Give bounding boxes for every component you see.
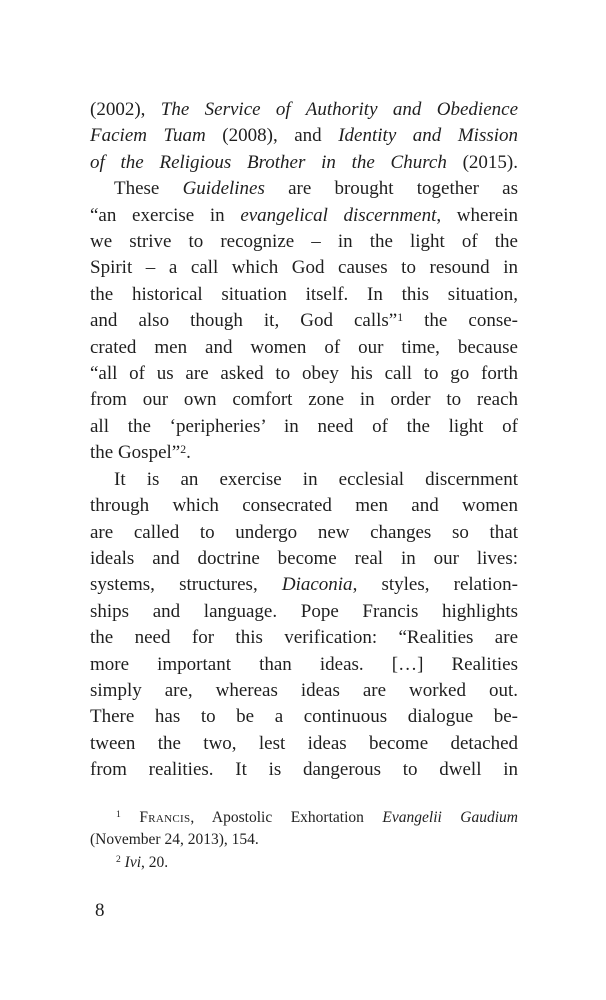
text-line bbox=[90, 546, 518, 572]
text-segment: evangelical discernment bbox=[240, 204, 437, 226]
text-segment: from our own comfort zone in order to reach bbox=[90, 389, 518, 411]
text-line bbox=[90, 520, 518, 546]
text-segment: more important than ideas. […] Realities bbox=[90, 653, 518, 675]
text-segment: The Service of Authority and Obedience bbox=[160, 99, 518, 120]
text-segment: (2002), bbox=[90, 99, 161, 120]
text-line bbox=[90, 387, 518, 413]
text-line bbox=[90, 282, 518, 308]
text-segment: “an exercise in bbox=[90, 204, 241, 226]
text-line bbox=[90, 493, 518, 519]
text-segment: and also though it, God calls” bbox=[90, 310, 398, 332]
text-segment: systems, structures, bbox=[90, 574, 282, 596]
footnote-reference: 1 bbox=[116, 809, 121, 821]
text-segment: ideals and doctrine become real in our lives: bbox=[90, 547, 518, 569]
text-segment: of the Religious Brother in the Church bbox=[90, 151, 447, 173]
body-paragraph bbox=[90, 467, 518, 784]
footnote-reference: 2 bbox=[180, 442, 187, 456]
text-line bbox=[90, 176, 518, 202]
text-segment: are brought together as bbox=[264, 178, 518, 200]
text-segment: crated men and women of our time, because bbox=[90, 336, 518, 358]
text-segment: . bbox=[186, 442, 191, 464]
body-paragraph bbox=[90, 176, 518, 466]
text-line bbox=[90, 229, 518, 255]
text-line bbox=[90, 123, 518, 149]
text-segment: Faciem Tuam bbox=[90, 125, 206, 147]
text-line bbox=[90, 572, 518, 598]
text-line bbox=[90, 335, 518, 361]
text-segment: It is an exercise in ecclesial discernment bbox=[114, 468, 518, 490]
text-segment: Francis bbox=[139, 808, 191, 826]
text-segment: through which consecrated men and women bbox=[90, 495, 518, 517]
text-segment: Evangelii Gaudium bbox=[382, 808, 519, 826]
text-segment: Ivi bbox=[124, 853, 142, 871]
text-line bbox=[90, 731, 518, 757]
text-segment: all the ‘peripheries’ in need of the light of bbox=[90, 415, 518, 437]
text-segment: , styles, relation- bbox=[352, 574, 518, 596]
text-segment: Diaconia bbox=[281, 574, 353, 596]
text-line bbox=[90, 757, 518, 783]
text-segment: There has to be a continuous dialogue be- bbox=[90, 706, 518, 728]
text-segment: the need for this verification: “Realities are bbox=[90, 627, 518, 649]
page-number: 8 bbox=[95, 900, 105, 921]
text-segment: (2008), and bbox=[205, 125, 339, 147]
body-text bbox=[90, 97, 518, 784]
text-segment: are called to undergo new changes so that bbox=[90, 521, 518, 543]
text-segment bbox=[121, 809, 140, 826]
text-line bbox=[90, 678, 518, 704]
footnote-line bbox=[90, 829, 518, 852]
text-segment: Spirit – a call which God causes to resound in bbox=[90, 257, 518, 279]
footnote-reference: 1 bbox=[397, 310, 404, 324]
text-segment: , 20. bbox=[141, 853, 169, 871]
text-line bbox=[90, 361, 518, 387]
text-segment: Guidelines bbox=[182, 178, 265, 200]
text-segment: the conse- bbox=[403, 310, 518, 332]
body-paragraph bbox=[90, 97, 518, 176]
text-line bbox=[90, 308, 518, 334]
text-line bbox=[90, 440, 518, 466]
text-segment: , Apostolic Exhortation bbox=[190, 808, 383, 826]
text-segment: (November 24, 2013), 154. bbox=[90, 831, 259, 849]
text-segment: “all of us are asked to obey his call to go forth bbox=[90, 363, 518, 385]
text-segment: the Gospel” bbox=[90, 442, 181, 464]
text-line bbox=[90, 414, 518, 440]
text-line bbox=[90, 150, 518, 176]
text-segment: ships and language. Pope Francis highlights bbox=[90, 600, 518, 622]
text-segment: tween the two, lest ideas become detached bbox=[90, 732, 518, 754]
text-segment: These bbox=[114, 178, 183, 200]
text-line bbox=[90, 203, 518, 229]
text-segment: , wherein bbox=[436, 204, 518, 226]
text-segment: the historical situation itself. In this situation, bbox=[90, 283, 518, 305]
footnote-line bbox=[90, 852, 518, 875]
text-line bbox=[90, 625, 518, 651]
footnote bbox=[90, 807, 518, 852]
footnotes bbox=[90, 807, 518, 875]
text-line bbox=[90, 652, 518, 678]
text-segment: simply are, whereas ideas are worked out. bbox=[90, 679, 518, 701]
text-block bbox=[90, 97, 518, 874]
text-segment: we strive to recognize – in the light of the bbox=[90, 231, 518, 253]
footnote-line bbox=[90, 807, 518, 830]
footnote-reference: 2 bbox=[116, 854, 121, 866]
text-line bbox=[90, 97, 518, 123]
text-segment: (2015). bbox=[446, 151, 518, 173]
text-line bbox=[90, 599, 518, 625]
text-line bbox=[90, 704, 518, 730]
text-segment: Identity and Mission bbox=[338, 125, 519, 147]
footnote bbox=[90, 852, 518, 875]
text-line bbox=[90, 467, 518, 493]
text-segment: from realities. It is dangerous to dwell in bbox=[90, 759, 518, 781]
text-line bbox=[90, 255, 518, 281]
